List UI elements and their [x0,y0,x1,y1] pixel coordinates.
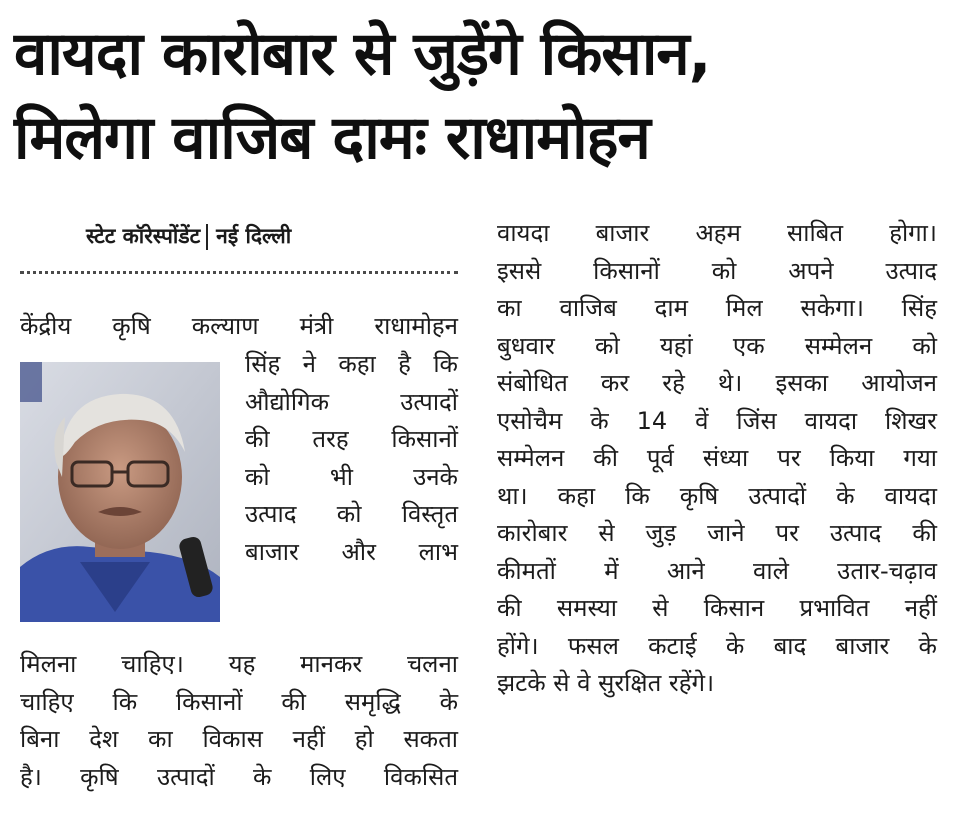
headline-line-2: मिलेगा वाजिब दामः राधामोहन [14,103,650,173]
headline-line-1: वायदा कारोबार से जुड़ेंगे किसान, [14,19,711,89]
body-line: होंगे। फसल कटाई के बाद बाजार के [497,631,937,660]
right-column [497,215,937,703]
body-line: कीमतों में आने वाले उतार-चढ़ाव [497,556,937,585]
body-line: सम्मेलन की पूर्व संध्या पर किया गया [497,444,937,472]
body-line: उत्पाद को विस्तृत [245,500,458,528]
body-line: केंद्रीय कृषि कल्याण मंत्री राधामोहन [20,312,458,340]
body-line: औद्योगिक उत्पादों [245,387,458,416]
body-line: की तरह किसानों [245,425,458,453]
byline-reporter: स्टेट कॉरेस्पोंडेंट [86,224,201,248]
left-column-intro [20,308,458,346]
body-line: इससे किसानों को अपने उत्पाद [497,256,937,285]
body-line: संबोधित कर रहे थे। इसका आयोजन [497,369,937,397]
byline [86,221,291,251]
body-line: चाहिए कि किसानों की समृद्धि के [20,687,458,716]
body-line: का वाजिब दाम मिल सकेगा। सिंह [497,294,937,322]
body-line: बुधवार को यहां एक सम्मेलन को [497,331,937,360]
body-line: वायदा बाजार अहम साबित होगा। [497,219,937,247]
headline [14,12,944,180]
body-line: कारोबार से जुड़ जाने पर उत्पाद की [497,519,937,547]
body-line: सिंह ने कहा है कि [245,350,458,378]
left-column-continued [20,646,458,796]
body-line: को भी उनके [245,462,458,491]
body-line: मिलना चाहिए। यह मानकर चलना [20,650,458,678]
body-line: था। कहा कि कृषि उत्पादों के वायदा [497,481,937,510]
person-photo-icon [20,362,220,622]
body-line: की समस्या से किसान प्रभावित नहीं [497,594,937,622]
byline-location: नई दिल्ली [216,224,292,248]
dotted-divider [20,271,458,274]
body-line: बाजार और लाभ [245,537,458,566]
minister-photo [20,362,220,622]
body-line: एसोचैम के 14 वें जिंस वायदा शिखर [497,406,937,435]
body-line: है। कृषि उत्पादों के लिए विकसित [20,762,458,791]
body-line: बिना देश का विकास नहीं हो सकता [20,725,458,753]
body-line: झटके से वे सुरक्षित रहेंगे। [497,669,715,697]
left-column-wrapped-text [245,346,458,571]
byline-separator [206,224,208,250]
